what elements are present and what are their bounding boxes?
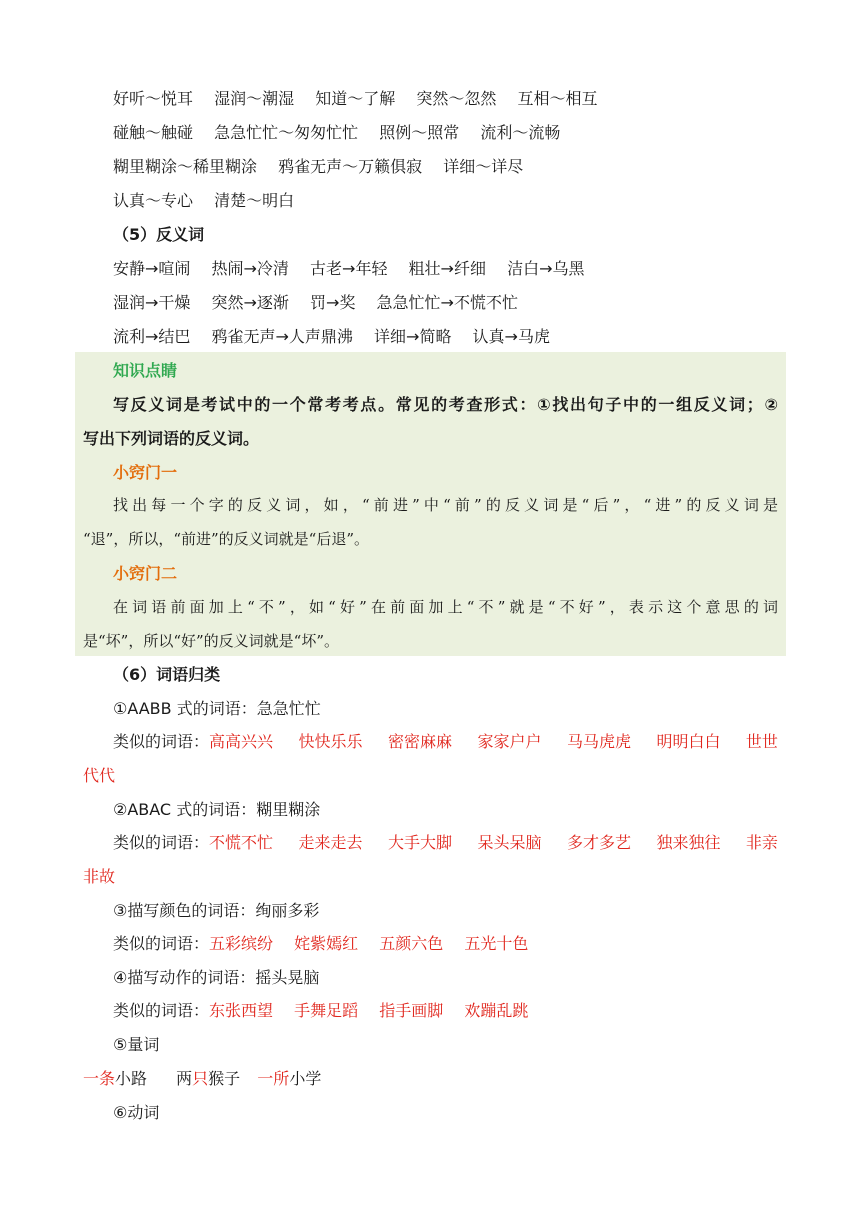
color-similar-row xyxy=(113,933,528,955)
measure-noun: 小路 xyxy=(115,1069,148,1088)
knowledge-intro-line2: 写出下列词语的反义词。 xyxy=(83,429,260,448)
similar-word: 姹紫嫣红 xyxy=(294,934,359,953)
similar-label: 类似的词语： xyxy=(113,934,210,953)
tip2-title: 小窍门二 xyxy=(113,564,178,583)
similar-label: 类似的词语： xyxy=(113,732,210,751)
action-similar-row xyxy=(113,1000,528,1022)
similar-word: 非亲 xyxy=(745,833,778,852)
synonym-pair: 知道～了解 xyxy=(315,89,396,108)
tip2-line1 xyxy=(113,596,778,618)
measure-num: 一 xyxy=(83,1069,100,1088)
antonym-row xyxy=(113,326,550,348)
synonym-pair: 突然～忽然 xyxy=(416,89,497,108)
similar-word: 五光十色 xyxy=(464,934,529,953)
synonym-pair: 认真～专心 xyxy=(113,191,194,210)
action-label: ④描写动作的词语：摇头晃脑 xyxy=(113,968,320,987)
measure-row xyxy=(83,1068,321,1090)
synonym-pair: 照例～照常 xyxy=(379,123,460,142)
section-heading-classification: （6）词语归类 xyxy=(113,665,221,684)
antonym-pair: 突然→逐渐 xyxy=(211,293,289,312)
similar-label: 类似的词语： xyxy=(113,1001,210,1020)
verb-label: ⑥动词 xyxy=(113,1103,160,1122)
antonym-pair: 鸦雀无声→人声鼎沸 xyxy=(211,327,353,346)
similar-word: 东张西望 xyxy=(209,1001,274,1020)
similar-word: 多才多艺 xyxy=(566,833,631,852)
similar-word: 大手大脚 xyxy=(387,833,452,852)
similar-word: 指手画脚 xyxy=(379,1001,444,1020)
antonym-pair: 认真→马虎 xyxy=(472,327,550,346)
abac-label: ②ABAC 式的词语：糊里糊涂 xyxy=(113,800,321,819)
measure-unit: 条 xyxy=(99,1069,116,1088)
knowledge-intro-line1 xyxy=(113,394,778,416)
synonym-pair: 湿润～潮湿 xyxy=(214,89,295,108)
synonym-pair: 好听～悦耳 xyxy=(113,89,194,108)
abac-wrap: 非故 xyxy=(83,867,116,886)
synonym-pair: 碰触～触碰 xyxy=(113,123,194,142)
aabb-wrap: 代代 xyxy=(83,766,116,785)
measure-noun: 猴子 xyxy=(208,1069,241,1088)
measure-unit: 只 xyxy=(192,1069,209,1088)
aabb-similar-row xyxy=(113,731,778,753)
similar-word: 高高兴兴 xyxy=(209,732,274,751)
knowledge-intro-text: 写反义词是考试中的一个常考考点。常见的考查形式：①找出句子中的一组反义词；② xyxy=(113,395,778,414)
similar-word: 欢蹦乱跳 xyxy=(464,1001,529,1020)
tip1-title: 小窍门一 xyxy=(113,463,178,482)
similar-word: 不慌不忙 xyxy=(209,833,274,852)
synonym-row xyxy=(113,88,597,110)
measure-label: ⑤量词 xyxy=(113,1035,160,1054)
measure-num: 两 xyxy=(176,1069,193,1088)
similar-word: 呆头呆脑 xyxy=(477,833,542,852)
synonym-pair: 详细～详尽 xyxy=(443,157,524,176)
section-heading-antonyms: （5）反义词 xyxy=(113,225,205,244)
measure-num: 一 xyxy=(257,1069,274,1088)
measure-item xyxy=(257,1069,321,1088)
tip2-text: 在词语前面加上“不”，如“好”在前面加上“不”就是“不好”，表示这个意思的词 xyxy=(113,598,778,616)
antonym-pair: 详细→简略 xyxy=(374,327,452,346)
synonym-pair: 流利～流畅 xyxy=(480,123,561,142)
similar-word: 世世 xyxy=(745,732,778,751)
color-label: ③描写颜色的词语：绚丽多彩 xyxy=(113,901,320,920)
antonym-row xyxy=(113,258,584,280)
similar-word: 独来独往 xyxy=(656,833,721,852)
similar-label: 类似的词语： xyxy=(113,833,210,852)
similar-word: 家家户户 xyxy=(477,732,542,751)
measure-item xyxy=(83,1069,147,1088)
knowledge-title: 知识点睛 xyxy=(113,361,178,380)
similar-word: 五彩缤纷 xyxy=(209,934,274,953)
synonym-pair: 鸦雀无声～万籁俱寂 xyxy=(278,157,423,176)
antonym-pair: 安静→喧闹 xyxy=(113,259,191,278)
similar-word: 密密麻麻 xyxy=(387,732,452,751)
measure-unit: 所 xyxy=(273,1069,290,1088)
antonym-pair: 湿润→干燥 xyxy=(113,293,191,312)
similar-word: 五颜六色 xyxy=(379,934,444,953)
synonym-pair: 互相～相互 xyxy=(517,89,598,108)
synonym-row xyxy=(113,190,294,212)
antonym-pair: 粗壮→纤细 xyxy=(408,259,486,278)
synonym-pair: 糊里糊涂～稀里糊涂 xyxy=(113,157,258,176)
similar-word: 快快乐乐 xyxy=(298,732,363,751)
antonym-pair: 流利→结巴 xyxy=(113,327,191,346)
antonym-row xyxy=(113,292,518,314)
aabb-label: ①AABB 式的词语：急急忙忙 xyxy=(113,699,321,718)
antonym-pair: 洁白→乌黑 xyxy=(507,259,585,278)
similar-word: 手舞足蹈 xyxy=(294,1001,359,1020)
synonym-pair: 清楚～明白 xyxy=(214,191,295,210)
antonym-pair: 急急忙忙→不慌不忙 xyxy=(376,293,518,312)
synonym-row xyxy=(113,156,523,178)
measure-noun: 小学 xyxy=(289,1069,322,1088)
similar-word: 明明白白 xyxy=(656,732,721,751)
tip2-line2: 是“坏”，所以“好”的反义词就是“坏”。 xyxy=(83,632,340,650)
measure-item xyxy=(176,1069,240,1088)
similar-word: 马马虎虎 xyxy=(566,732,631,751)
tip1-text: 找出每一个字的反义词，如，“前进”中“前”的反义词是“后”，“进”的反义词是 xyxy=(113,496,778,514)
antonym-pair: 罚→奖 xyxy=(310,293,356,312)
tip1-line2: “退”，所以，“前进”的反义词就是“后退”。 xyxy=(83,530,370,548)
synonym-pair: 急急忙忙～匆匆忙忙 xyxy=(214,123,359,142)
abac-similar-row xyxy=(113,832,778,854)
antonym-pair: 热闹→冷清 xyxy=(211,259,289,278)
synonym-row xyxy=(113,122,560,144)
antonym-pair: 古老→年轻 xyxy=(310,259,388,278)
tip1-line1 xyxy=(113,494,778,516)
similar-word: 走来走去 xyxy=(298,833,363,852)
